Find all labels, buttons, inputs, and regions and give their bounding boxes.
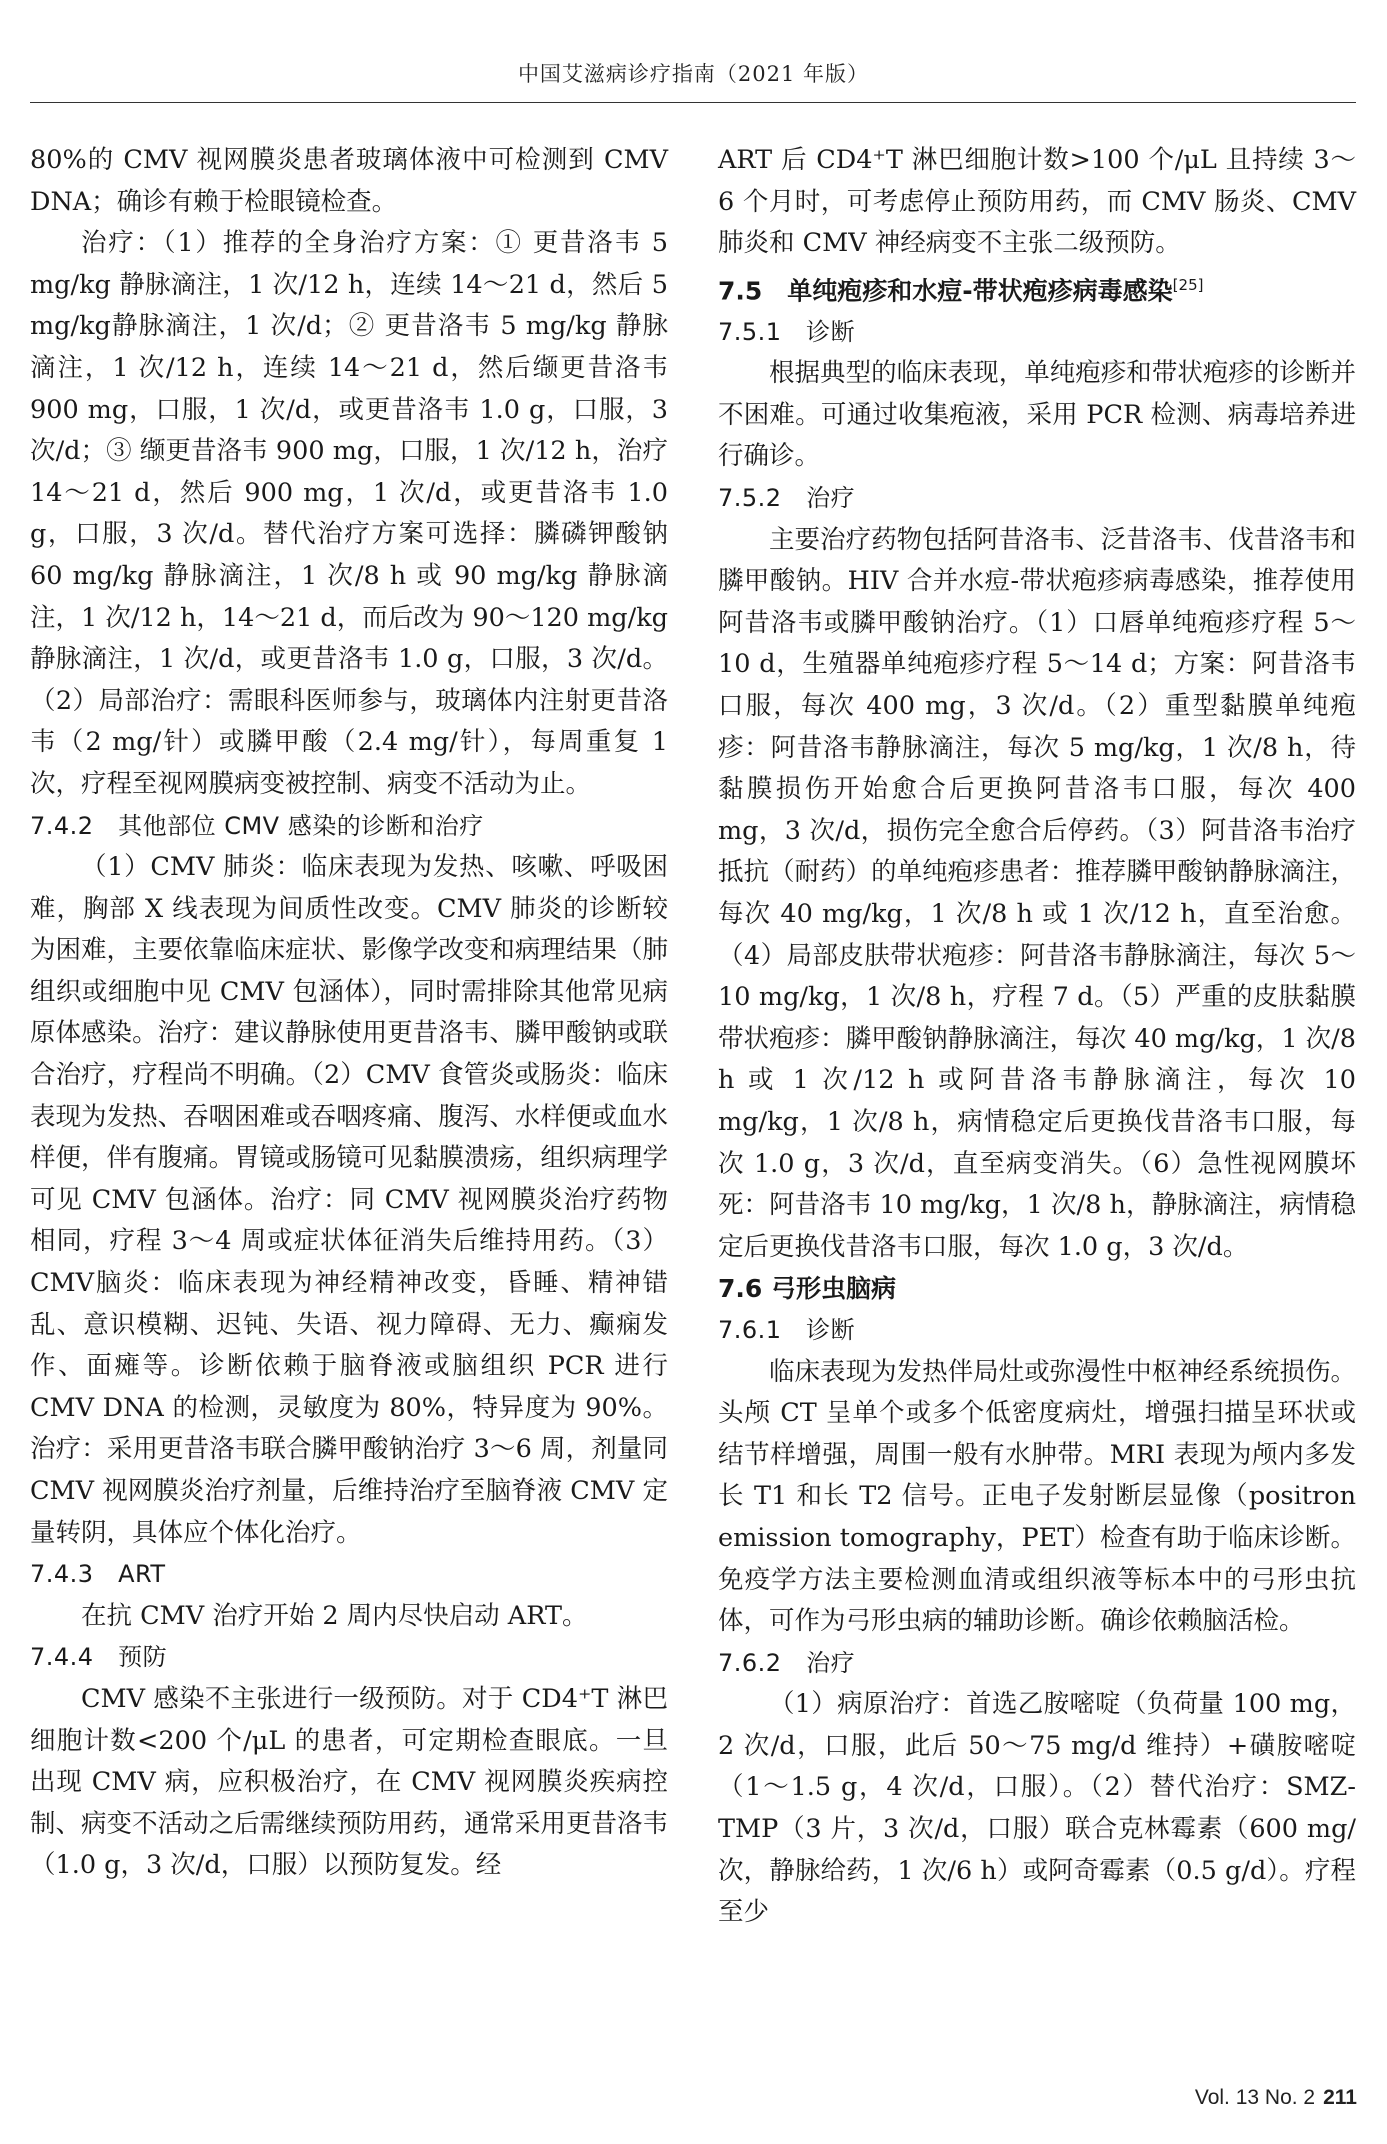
section-heading [718, 265, 1356, 312]
body-paragraph [718, 520, 1356, 1269]
body-paragraph [718, 353, 1356, 478]
section-heading-text: 7.5 单纯疱疹和水痘-带状疱疹病毒感染 [718, 276, 1173, 306]
paragraph-text: 治疗：（1）推荐的全身治疗方案：① 更昔洛韦 5 mg/kg 静脉滴注，1 次/12 h，连续 14～21 d，然后 5 mg/kg静脉滴注，1 次/d；② 更昔洛韦 5 mg/kg 静脉滴注，1 次/12 h，连续 14～21 d，然后缬更昔洛韦 900 mg，口服，1 次/d，或更昔洛韦 1.0 g，口服，3 次/d；③ 缬更昔洛韦 900 mg，口服，1 次/12 h，治疗 14～21 d，然后 900 mg，1 次/d，或更昔洛韦 1.0 g，口服，3 次/d。替代治疗方案可选择：膦磷钾酸钠 60 mg/kg 静脉滴注，1 次/8 h 或 90 mg/kg 静脉滴注，1 次/12 h，14～21 d，而后改为 90～120 mg/kg 静脉滴注，1 次/d，或更昔洛韦 1.0 g，口服，3 次/d。（2）局部治疗：需眼科医师参与，玻璃体内注射更昔洛韦（2 mg/针）或膦甲酸（2.4 mg/针），每周重复 1 次，疗程至视网膜病变被控制、病变不活动为止。 [30, 228, 668, 799]
paragraph-text: （1）病原治疗：首选乙胺嘧啶（负荷量 100 mg，2 次/d，口服，此后 50～75 mg/d 维持）+磺胺嘧啶（1～1.5 g，4 次/d，口服）。（2）替代治疗：SMZ-TMP（3 片，3 次/d，口服）联合克林霉素（600 mg/次，静脉给药，1 次/6 h）或阿奇霉素（0.5 g/d）。疗程至少 [718, 1689, 1356, 1928]
subsection-heading [718, 1310, 1356, 1352]
body-paragraph [30, 140, 668, 223]
paragraph-text: 主要治疗药物包括阿昔洛韦、泛昔洛韦、伐昔洛韦和膦甲酸钠。HIV 合并水痘-带状疱疹病毒感染，推荐使用阿昔洛韦或膦甲酸钠治疗。（1）口唇单纯疱疹疗程 5～10 d，生殖器单纯疱疹疗程 5～14 d；方案：阿昔洛韦口服，每次 400 mg，3 次/d。（2）重型黏膜单纯疱疹：阿昔洛韦静脉滴注，每次 5 mg/kg，1 次/8 h，待黏膜损伤开始愈合后更换阿昔洛韦口服，每次 400 mg，3 次/d，损伤完全愈合后停药。（3）阿昔洛韦治疗抵抗（耐药）的单纯疱疹患者：推荐膦甲酸钠静脉滴注，每次 40 mg/kg，1 次/8 h 或 1 次/12 h，直至治愈。（4）局部皮肤带状疱疹：阿昔洛韦静脉滴注，每次 5～10 mg/kg，1 次/8 h，疗程 7 d。（5）严重的皮肤黏膜带状疱疹：膦甲酸钠静脉滴注，每次 40 mg/kg，1 次/8 h 或 1 次/12 h 或阿昔洛韦静脉滴注，每次 10 mg/kg，1 次/8 h，病情稳定后更换伐昔洛韦口服，每次 1.0 g，3 次/d，直至病变消失。（6）急性视网膜坏死：阿昔洛韦 10 mg/kg，1 次/8 h，静脉滴注，病情稳定后更换伐昔洛韦口服，每次 1.0 g，3 次/d。 [718, 524, 1356, 1262]
page-number: 211 [1323, 2086, 1357, 2109]
citation-ref: [25] [1172, 275, 1204, 294]
subsection-heading [30, 806, 668, 848]
body-paragraph [30, 847, 668, 1554]
subsection-heading-text: 7.6.2 治疗 [718, 1648, 856, 1677]
body-paragraph [718, 1352, 1356, 1643]
subsection-heading [718, 1643, 1356, 1685]
page-footer [1195, 2086, 1357, 2110]
subsection-heading-text: 7.6.1 诊断 [718, 1315, 856, 1344]
body-paragraph [30, 1596, 668, 1638]
paragraph-text: ART 后 CD4⁺T 淋巴细胞计数>100 个/μL 且持续 3～6 个月时，可考虑停止预防用药，而 CMV 肠炎、CMV 肺炎和 CMV 神经病变不主张二级预防。 [718, 145, 1356, 259]
subsection-heading [30, 1554, 668, 1596]
paragraph-text: 在抗 CMV 治疗开始 2 周内尽快启动 ART。 [81, 1600, 588, 1631]
paragraph-text: CMV 感染不主张进行一级预防。对于 CD4⁺T 淋巴细胞计数<200 个/μL 的患者，可定期检查眼底。一旦出现 CMV 病，应积极治疗，在 CMV 视网膜炎疾病控制、病变不活动之后需继续预防用药，通常采用更昔洛韦（1.0 g，3 次/d，口服）以预防复发。经 [30, 1683, 668, 1881]
body-paragraph [718, 140, 1356, 265]
section-heading-text: 7.6 弓形虫脑病 [718, 1274, 896, 1304]
paragraph-text: （1）CMV 肺炎：临床表现为发热、咳嗽、呼吸困难，胸部 X 线表现为间质性改变。CMV 肺炎的诊断较为困难，主要依靠临床症状、影像学改变和病理结果（肺组织或细胞中见 CMV 包涵体），同时需排除其他常见病原体感染。治疗：建议静脉使用更昔洛韦、膦甲酸钠或联合治疗，疗程尚不明确。（2）CMV 食管炎或肠炎：临床表现为发热、吞咽困难或吞咽疼痛、腹泻、水样便或血水样便，伴有腹痛。胃镜或肠镜可见黏膜溃疡，组织病理学可见 CMV 包涵体。治疗：同 CMV 视网膜炎治疗药物相同，疗程 3～4 周或症状体征消失后维持用药。（3）CMV脑炎：临床表现为神经精神改变，昏睡、精神错乱、意识模糊、迟钝、失语、视力障碍、无力、癫痫发作、面瘫等。诊断依赖于脑脊液或脑组织 PCR 进行 CMV DNA 的检测，灵敏度为 80%，特异度为 90%。治疗：采用更昔洛韦联合膦甲酸钠治疗 3～6 周，剂量同 CMV 视网膜炎治疗剂量，后维持治疗至脑脊液 CMV 定量转阴，具体应个体化治疗。 [30, 852, 668, 1548]
header-divider [30, 102, 1356, 103]
left-column [30, 140, 668, 1887]
subsection-heading [30, 1637, 668, 1679]
section-heading [718, 1268, 1356, 1310]
paragraph-text: 80%的 CMV 视网膜炎患者玻璃体液中可检测到 CMV DNA；确诊有赖于检眼镜检查。 [30, 145, 668, 217]
subsection-heading-text: 7.4.2 其他部位 CMV 感染的诊断和治疗 [30, 811, 484, 840]
subsection-heading-text: 7.4.4 预防 [30, 1643, 168, 1672]
body-paragraph [30, 223, 668, 805]
paragraph-text: 临床表现为发热伴局灶或弥漫性中枢神经系统损伤。头颅 CT 呈单个或多个低密度病灶，增强扫描呈环状或结节样增强，周围一般有水肿带。MRI 表现为颅内多发长 T1 和长 T2 信号。正电子发射断层显像（positron emission tomography，PET）检查有助于临床诊断。免疫学方法主要检测血清或组织液等标本中的弓形虫抗体，可作为弓形虫病的辅助诊断。确诊依赖脑活检。 [718, 1356, 1356, 1637]
subsection-heading-text: 7.4.3 ART [30, 1560, 166, 1589]
subsection-heading [718, 312, 1356, 354]
subsection-heading-text: 7.5.1 诊断 [718, 317, 856, 346]
subsection-heading-text: 7.5.2 治疗 [718, 484, 856, 513]
body-paragraph [718, 1684, 1356, 1934]
running-header: 中国艾滋病诊疗指南（2021 年版） [517, 62, 870, 86]
right-column [718, 140, 1356, 1934]
paragraph-text: 根据典型的临床表现，单纯疱疹和带状疱疹的诊断并不困难。可通过收集疱液，采用 PCR 检测、病毒培养进行确诊。 [718, 358, 1356, 472]
subsection-heading [718, 478, 1356, 520]
journal-volume: Vol. 13 No. 2 [1194, 2086, 1316, 2109]
body-paragraph [30, 1679, 668, 1887]
